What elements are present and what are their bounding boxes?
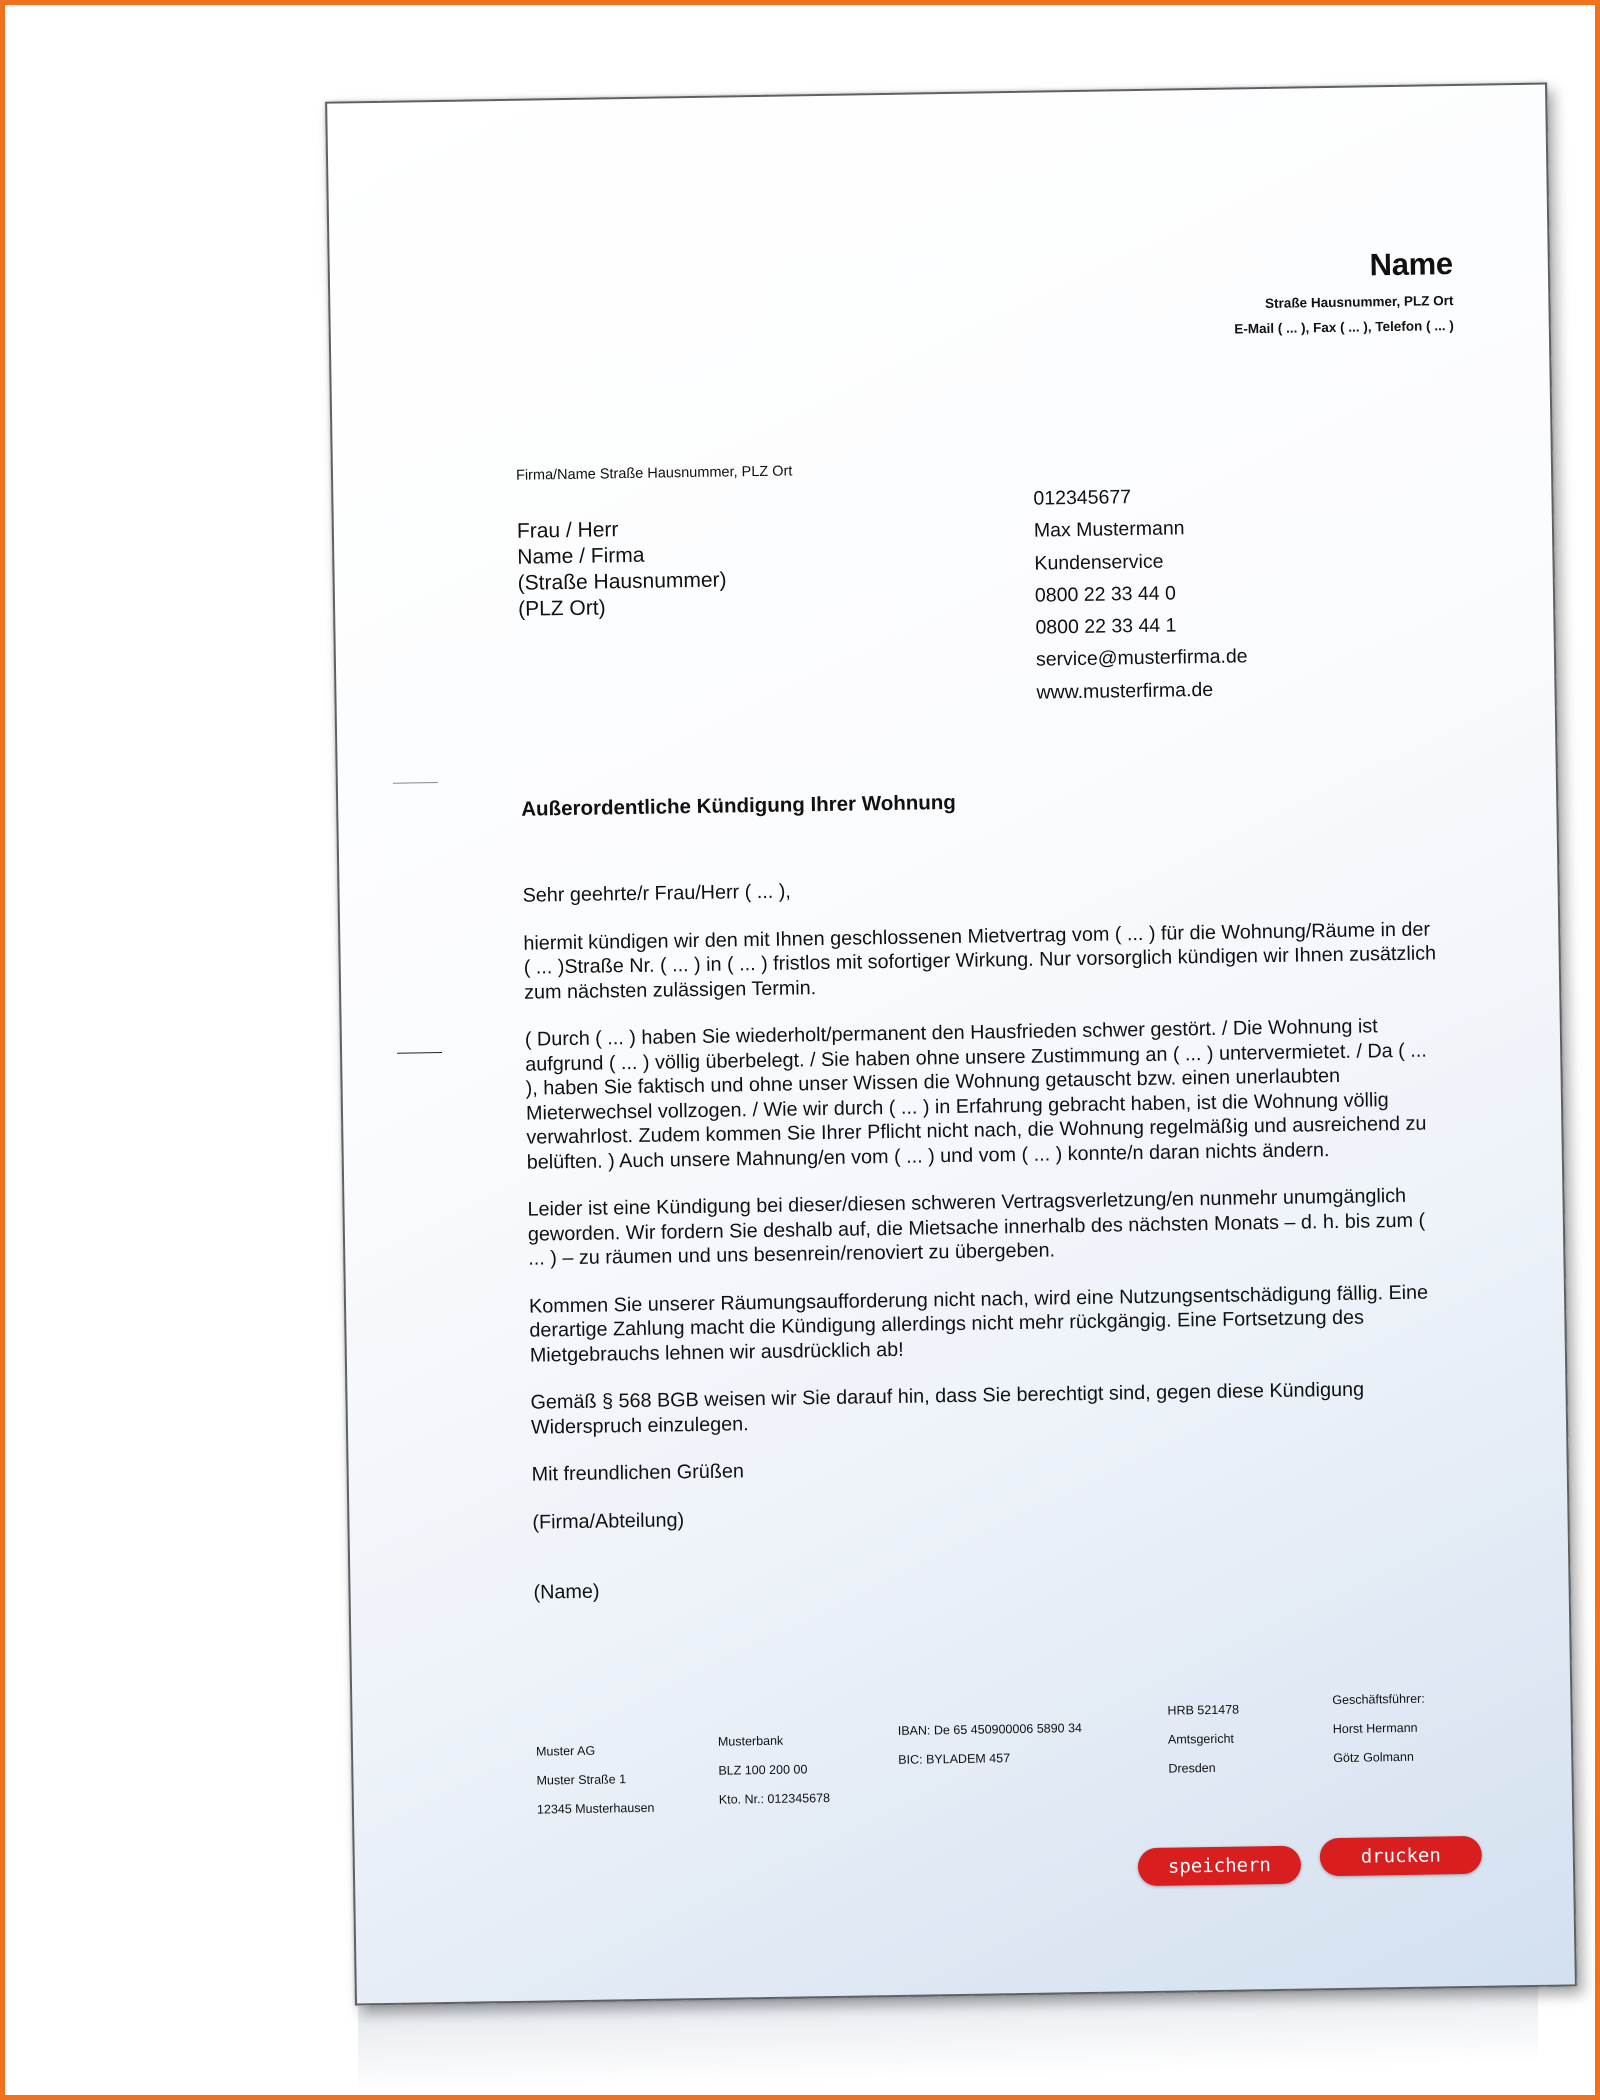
save-button[interactable]: speichern: [1138, 1846, 1302, 1887]
recipient-line: Frau / Herr: [516, 518, 619, 543]
recipient-address: [517, 515, 727, 622]
sender-address: Straße Hausnummer, PLZ Ort: [1264, 293, 1454, 311]
footer-line: BLZ 100 200 00: [718, 1762, 808, 1778]
footer-line: 12345 Musterhausen: [536, 1800, 655, 1817]
body-paragraph: ( Durch ( ... ) haben Sie wiederholt/permanent den Hausfrieden schwer gestört. / Die Wohnung ist aufgrund ( ... ) völlig überbelegt. / Sie haben ohne unsere Zustimmung an ( ... ) untervermietet. / Da ( ... ), haben Sie faktisch und ohne unser Wissen die Wohnung getauscht bzw. einen unerlaubten Mieterwechsel vollzogen. / Wie wir durch ( ... ) in Erfahrung gebracht haben, ist die Wohnung völlig verwahrlost. Zudem kommen Sie Ihrer Pflicht nicht nach, die Wohnung regelmäßig und ausreichend zu belüften. ) Auch unsere Mahnung/en vom ( ... ) und vom ( ... ) konnte/n daran nichts ändern.: [524, 1015, 1427, 1174]
contact-email: service@musterfirma.de: [1035, 645, 1248, 672]
footer-line: Dresden: [1168, 1760, 1216, 1776]
recipient-line: (Straße Hausnummer): [517, 568, 727, 595]
return-address: Firma/Name Straße Hausnummer, PLZ Ort: [515, 463, 793, 484]
sender-contact: E-Mail ( ... ), Fax ( ... ), Telefon ( ... ): [1234, 318, 1454, 337]
contact-fax: 0800 22 33 44 1: [1035, 614, 1177, 639]
footer-management: [1332, 1685, 1426, 1773]
salutation: Sehr geehrte/r Frau/Herr ( ... ),: [522, 880, 791, 907]
contact-reference: 012345677: [1033, 486, 1132, 510]
contact-block: [1033, 479, 1248, 708]
contact-department: Kundenservice: [1034, 550, 1164, 575]
footer-line: Muster Straße 1: [536, 1772, 627, 1788]
fold-mark: [393, 782, 438, 784]
footer-line: Kto. Nr.: 012345678: [718, 1790, 831, 1807]
contact-person: Max Mustermann: [1033, 517, 1185, 542]
footer-line: Götz Golmann: [1333, 1749, 1414, 1766]
signature-name: (Name): [533, 1580, 600, 1604]
letter-subject: Außerordentliche Kündigung Ihrer Wohnung: [521, 790, 957, 821]
department: (Firma/Abteilung): [532, 1508, 685, 1534]
recipient-line: (PLZ Ort): [517, 596, 606, 621]
footer-line: Horst Hermann: [1332, 1720, 1418, 1737]
recipient-line: Name / Firma: [517, 543, 645, 569]
body-paragraph: Kommen Sie unserer Räumungsaufforderung nicht nach, wird eine Nutzungsentschädigung fällig. Eine derartige Zahlung macht die Kündigung allerdings nicht mehr rückgängig. Eine Fortsetzung des Mietgebrauchs lehnen wir ausdrücklich ab!: [528, 1281, 1429, 1367]
footer-line: HRB 521478: [1167, 1702, 1240, 1718]
footer-line: Amtsgericht: [1167, 1731, 1235, 1747]
body-paragraph: Leider ist eine Kündigung bei dieser/diesen schweren Vertragsverletzung/en nunmehr unumgänglich geworden. Wir fordern Sie deshalb auf, die Mietsache innerhalb des nächsten Monats – d. h. bis zum ( ... ) – zu räumen und uns besenrein/renoviert zu übergeben.: [527, 1184, 1426, 1270]
contact-phone: 0800 22 33 44 0: [1034, 582, 1177, 607]
closing: Mit freundlichen Grüßen: [531, 1460, 745, 1486]
punch-mark: [397, 1052, 442, 1054]
footer-line: IBAN: De 65 450900006 5890 34: [897, 1721, 1083, 1738]
footer-iban: [898, 1714, 1083, 1775]
footer-register: [1167, 1696, 1240, 1784]
footer-line: Musterbank: [717, 1733, 784, 1749]
body-paragraph: Gemäß § 568 BGB weisen wir Sie darauf hin, dass Sie berechtigt sind, gegen diese Kündigung Widerspruch einzulegen.: [530, 1378, 1365, 1439]
letter-page: [325, 83, 1577, 2006]
contact-website: www.musterfirma.de: [1036, 678, 1214, 704]
footer-company: [536, 1736, 655, 1825]
print-button[interactable]: drucken: [1320, 1836, 1483, 1877]
letter-body: [522, 869, 1449, 1628]
footer-line: Geschäftsführer:: [1332, 1691, 1425, 1708]
sender-name: Name: [1369, 246, 1454, 283]
body-paragraph: hiermit kündigen wir den mit Ihnen geschlossenen Mietvertrag vom ( ... ) für die Wohnung/Räume in der ( ... )Straße Nr. ( ... ) in ( ... ) fristlos mit sofortiger Wirkung. Nur vorsorglich kündigen wir Ihnen zusätzlich zum nächsten zulässigen Termin.: [523, 917, 1437, 1004]
footer-line: BIC: BYLADEM 457: [898, 1751, 1011, 1767]
footer-line: Muster AG: [535, 1743, 596, 1759]
footer-bank: [718, 1726, 831, 1815]
